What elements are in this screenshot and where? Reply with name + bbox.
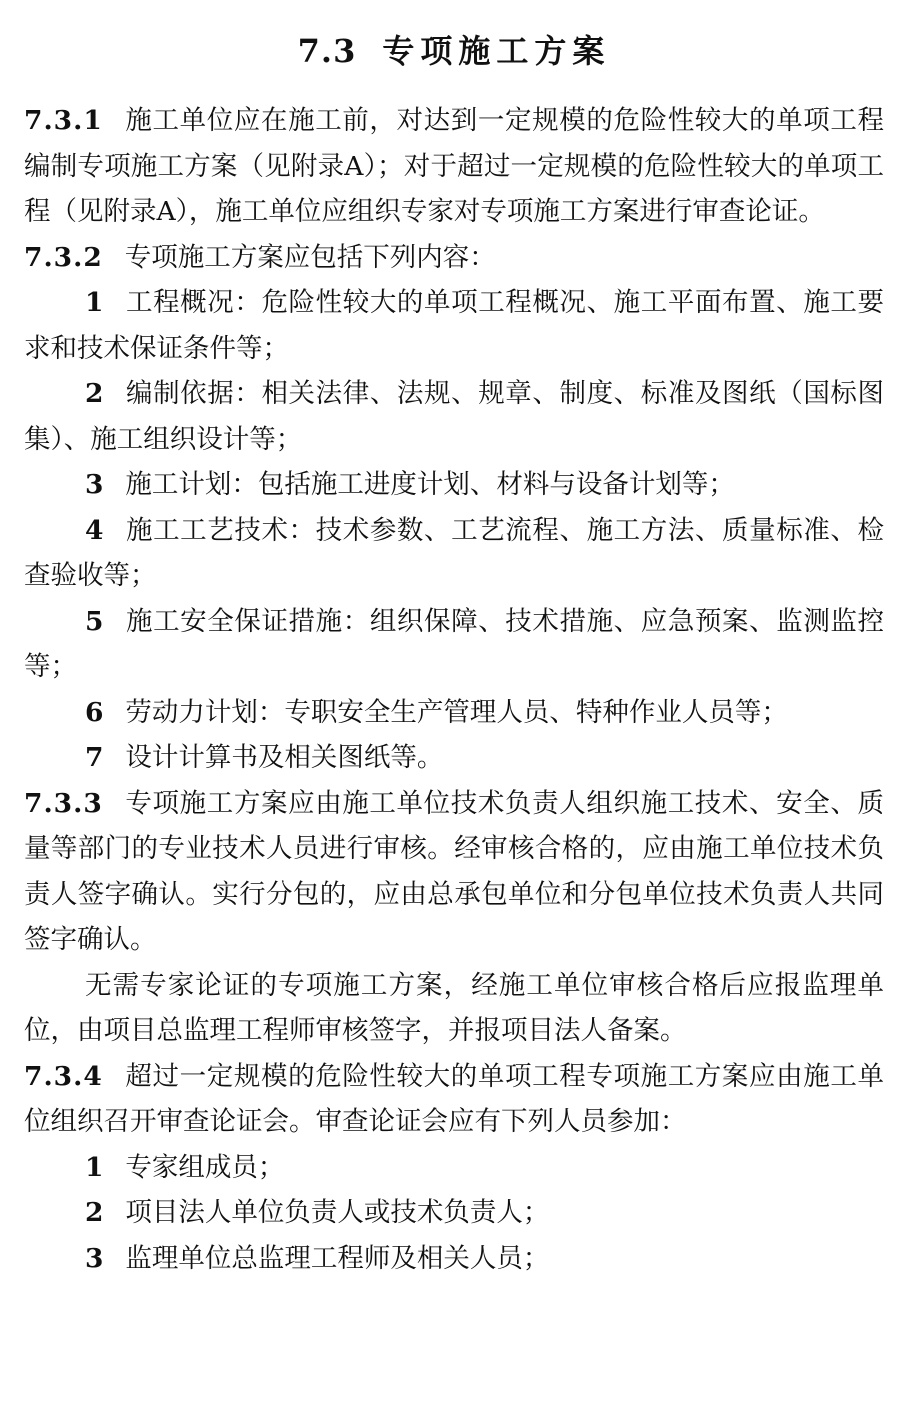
clause-7-3-1 [24,98,884,235]
clause-7-3-4 [24,1054,884,1145]
section-title-text: 专项施工方案 [382,32,611,70]
item-text: 专家组成员； [125,1151,285,1183]
clause-7-3-3 [24,781,884,963]
item-number: 2 [84,378,104,409]
item-number: 3 [84,1242,104,1274]
list-item [24,280,884,371]
item-number: 1 [84,1151,104,1183]
list-item [24,1145,884,1191]
clause-text: 施工单位应在施工前，对达到一定规模的危险性较大的单项工程编制专项施工方案（见附录A）；对于超过一定规模的危险性较大的单项工程（见附录A），施工单位应组织专家对专项施工方案进行审查论证。 [24,105,884,227]
list-item [24,462,884,508]
list-item [24,690,884,736]
list-item [24,371,884,462]
item-text: 施工计划：包括施工进度计划、材料与设备计划等； [125,469,735,500]
clause-number: 7.3.4 [24,1060,103,1092]
item-text: 编制依据：相关法律、法规、规章、制度、标准及图纸（国标图集）、施工组织设计等； [24,378,884,455]
clause-number: 7.3.2 [24,241,103,273]
list-item [24,508,884,599]
clause-text: 专项施工方案应由施工单位技术负责人组织施工技术、安全、质量等部门的专业技术人员进行审核。经审核合格的，应由施工单位技术负责人签字确认。实行分包的，应由总承包单位和分包单位技术负责人共同签字确认。 [24,787,884,955]
clause-text: 超过一定规模的危险性较大的单项工程专项施工方案应由施工单位组织召开审查论证会。审查论证会应有下列人员参加： [24,1060,884,1137]
item-number: 1 [84,287,104,318]
list-item [24,1236,884,1282]
section-number: 7.3 [297,32,357,70]
item-number: 7 [84,742,104,773]
item-number: 4 [84,514,104,546]
list-item [24,735,884,781]
clause-number: 7.3.1 [24,105,103,136]
item-number: 2 [84,1197,104,1228]
item-text: 项目法人单位负责人或技术负责人； [125,1197,550,1228]
list-item [24,1190,884,1236]
item-text: 监理单位总监理工程师及相关人员； [125,1242,550,1274]
item-number: 6 [84,696,104,728]
clause-number: 7.3.3 [24,787,103,819]
item-text: 施工安全保证措施：组织保障、技术措施、应急预案、监测监控等； [24,605,884,682]
clause-text: 专项施工方案应包括下列内容： [124,241,496,273]
item-text: 工程概况：危险性较大的单项工程概况、施工平面布置、施工要求和技术保证条件等； [24,287,884,364]
item-text: 施工工艺技术：技术参数、工艺流程、施工方法、质量标准、检查验收等； [24,514,884,591]
clause-7-3-3-extra: 无需专家论证的专项施工方案，经施工单位审核合格后应报监理单位，由项目总监理工程师审核签字，并报项目法人备案。 [24,969,884,1046]
item-text: 设计计算书及相关图纸等。 [125,742,444,773]
document-page [24,24,884,1281]
item-number: 3 [84,469,104,500]
section-title [24,24,884,78]
item-number: 5 [84,605,104,637]
item-text: 劳动力计划：专职安全生产管理人员、特种作业人员等； [125,696,788,728]
clause-7-3-2 [24,235,884,281]
list-item [24,599,884,690]
